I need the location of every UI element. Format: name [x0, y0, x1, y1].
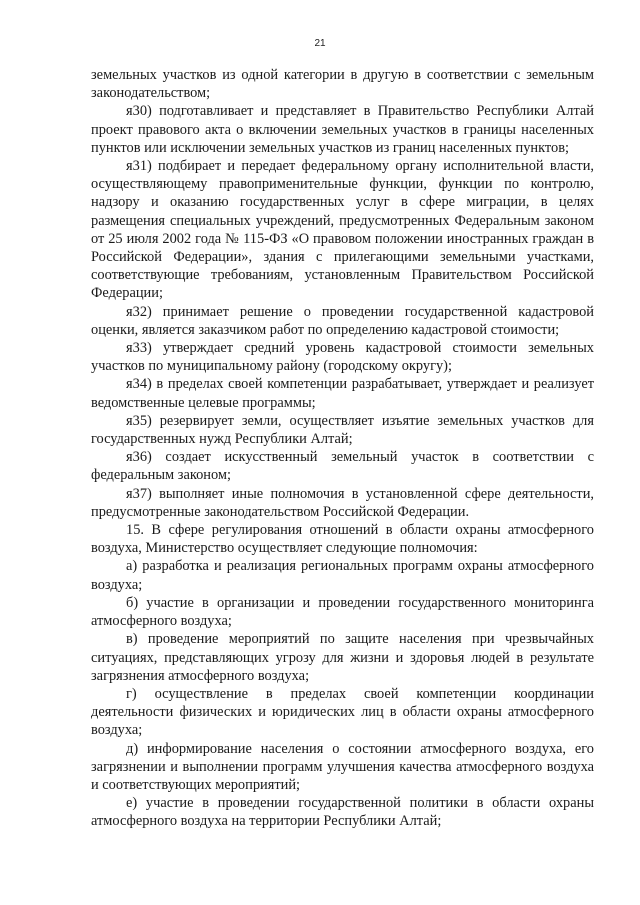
paragraph-land-category-transfer: земельных участков из одной категории в другую в соответствии с земельным законодательством;	[91, 67, 594, 102]
paragraph-item-31: я31) подбирает и передает федеральному органу исполнительной власти, осуществляющему правоприменительные функции, функции по контролю, надзору и оказанию государственных услуг в сфере миграции, в целях размещения специальных учреждений, предусмотренных Федеральным законом от 25 июля 2002 года № 115-ФЗ «О правовом положении иностранных граждан в Российской Федерации», здания с прилегающими земельными участками, соответствующие требованиям, установленным Правительством Российской Федерации;	[91, 158, 594, 302]
paragraph-item-34: я34) в пределах своей компетенции разрабатывает, утверждает и реализует ведомственные целевые программы;	[91, 376, 594, 411]
section-15-heading: 15. В сфере регулирования отношений в области охраны атмосферного воздуха, Министерство осуществляет следующие полномочия:	[91, 522, 594, 557]
paragraph-item-33: я33) утверждает средний уровень кадастровой стоимости земельных участков по муниципальному району (городскому округу);	[91, 340, 594, 375]
page-number: 21	[314, 38, 326, 49]
paragraph-item-36: я36) создает искусственный земельный участок в соответствии с федеральным законом;	[91, 449, 594, 484]
paragraph-item-g: г) осуществление в пределах своей компетенции координации деятельности физических и юридических лиц в области охраны атмосферного воздуха;	[91, 685, 594, 739]
paragraph-item-v: в) проведение мероприятий по защите населения при чрезвычайных ситуациях, представляющих угрозу для жизни и здоровья людей в результате загрязнения атмосферного воздуха;	[91, 631, 594, 684]
document-body	[91, 66, 594, 831]
paragraph-item-d: д) информирование населения о состоянии атмосферного воздуха, его загрязнении и выполнении программ улучшения качества атмосферного воздуха и соответствующих мероприятий;	[91, 740, 594, 793]
paragraph-item-37: я37) выполняет иные полномочия в установленной сфере деятельности, предусмотренные законодательством Российской Федерации.	[91, 485, 594, 520]
paragraph-item-32: я32) принимает решение о проведении государственной кадастровой оценки, является заказчиком работ по определению кадастровой стоимости;	[91, 303, 594, 338]
paragraph-item-35: я35) резервирует земли, осуществляет изъятие земельных участков для государственных нужд Республики Алтай;	[91, 412, 594, 448]
paragraph-item-b: б) участие в организации и проведении государственного мониторинга атмосферного воздуха;	[91, 594, 594, 630]
paragraph-item-e: е) участие в проведении государственной политики в области охраны атмосферного воздуха на территории Республики Алтай;	[91, 795, 594, 830]
paragraph-item-30: я30) подготавливает и представляет в Правительство Республики Алтай проект правового акта о включении земельных участков в границы населенных пунктов или исключении земельных участков из границ населенных пунктов;	[91, 103, 594, 156]
paragraph-item-a: а) разработка и реализация региональных программ охраны атмосферного воздуха;	[91, 558, 594, 593]
